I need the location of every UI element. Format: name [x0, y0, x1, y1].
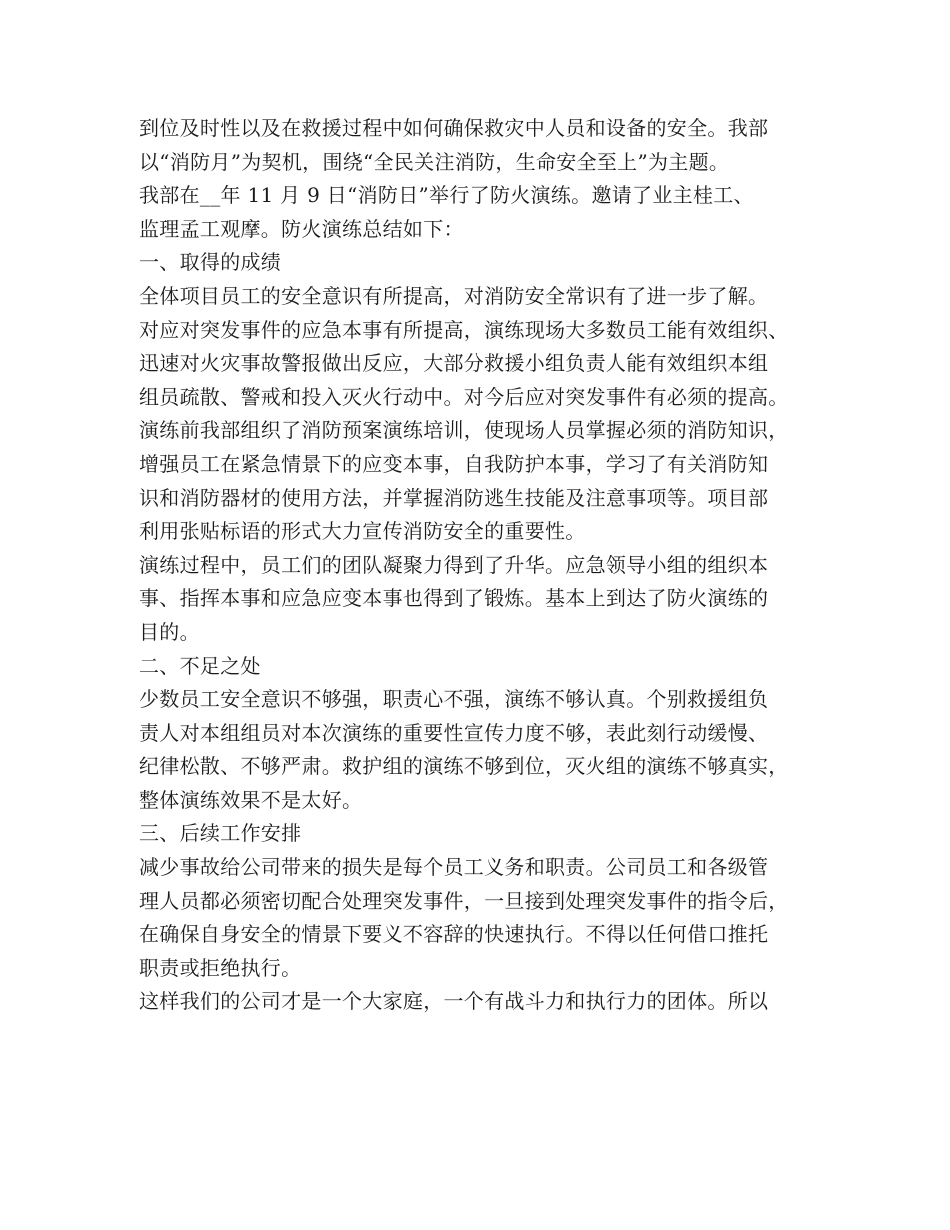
- text-line: 对应对突发事件的应急本事有所提高，演练现场大多数员工能有效组织、: [139, 317, 789, 342]
- text-line: 迅速对火灾事故警报做出反应，大部分救援小组负责人能有效组织本组: [139, 351, 769, 376]
- text-line: 演练前我部组织了消防预案演练培训，使现场人员掌握必须的消防知识，: [139, 418, 789, 443]
- text-line: 责人对本组组员对本次演练的重要性宣传力度不够，表此刻行动缓慢、: [139, 720, 769, 745]
- document-body: [139, 112, 839, 1019]
- text-line: 到位及时性以及在救援过程中如何确保救灾中人员和设备的安全。我部: [139, 116, 769, 140]
- text-line: 减少事故给公司带来的损失是每个员工义务和职责。公司员工和各级管: [139, 855, 769, 880]
- text-line: 少数员工安全意识不够强，职责心不强，演练不够认真。个别救援组负: [139, 687, 769, 712]
- text-line: 我部在__年 11 月 9 日“消防日”举行了防火演练。邀请了业主桂工、: [139, 183, 754, 208]
- section-heading: 二、不足之处: [139, 653, 261, 678]
- section-heading: 一、取得的成绩: [139, 250, 282, 275]
- text-line: 以“消防月”为契机，围绕“全民关注消防，生命安全至上”为主题。: [139, 149, 730, 174]
- text-line: 这样我们的公司才是一个大家庭，一个有战斗力和执行力的团体。所以: [139, 989, 769, 1014]
- text-line: 理人员都必须密切配合处理突发事件，一旦接到处理突发事件的指令后，: [139, 888, 789, 913]
- text-line: 纪律松散、不够严肃。救护组的演练不够到位，灭火组的演练不够真实，: [139, 754, 789, 779]
- text-line: 识和消防器材的使用方法，并掌握消防逃生技能及注意事项等。项目部: [139, 485, 769, 510]
- text-line: 利用张贴标语的形式大力宣传消防安全的重要性。: [139, 519, 586, 544]
- text-line: 全体项目员工的安全意识有所提高，对消防安全常识有了进一步了解。: [139, 283, 769, 308]
- text-line: 整体演练效果不是太好。: [139, 787, 363, 812]
- text-line: 演练过程中，员工们的团队凝聚力得到了升华。应急领导小组的组织本: [139, 552, 769, 577]
- section-heading: 三、后续工作安排: [139, 821, 302, 846]
- text-line: 在确保自身安全的情景下要义不容辞的快速执行。不得以任何借口推托: [139, 922, 769, 947]
- text-line: 职责或拒绝执行。: [139, 955, 302, 980]
- text-line: 组员疏散、警戒和投入灭火行动中。对今后应对突发事件有必须的提高。: [139, 384, 789, 409]
- text-line: 事、指挥本事和应急应变本事也得到了锻炼。基本上到达了防火演练的: [139, 586, 769, 611]
- text-line: 监理孟工观摩。防火演练总结如下：: [139, 216, 464, 241]
- text-line: 目的。: [139, 619, 200, 644]
- text-line: 增强员工在紧急情景下的应变本事，自我防护本事，学习了有关消防知: [139, 451, 769, 476]
